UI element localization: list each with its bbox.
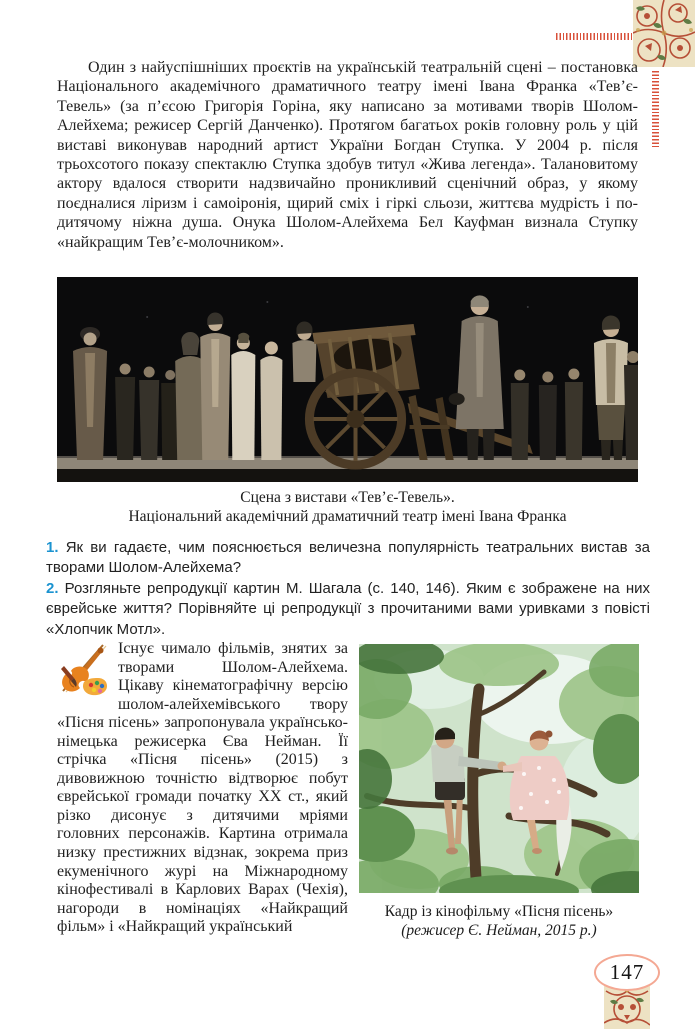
question-2-text: Розгляньте репродукції картин М. Шагала (с. 140, 146). Яким є зображене на них єврейське життя? Порівняйте ці репродукції з прочитаними вами уривками з повісті «Хлопчик Мотл». bbox=[46, 579, 650, 638]
film-still-photo bbox=[359, 644, 639, 893]
question-1 bbox=[46, 538, 650, 579]
dashed-divider-vertical bbox=[652, 71, 659, 147]
folk-ornament-top-icon bbox=[633, 0, 695, 67]
theater-photo bbox=[57, 277, 638, 482]
theater-caption-line1: Сцена з вистави «Тев’є-Тевель». bbox=[240, 489, 455, 506]
film-caption-line1: Кадр із кінофільму «Пісня пісень» bbox=[384, 903, 614, 920]
film-caption bbox=[359, 902, 639, 940]
questions-block bbox=[46, 538, 650, 640]
violin-palette-icon bbox=[57, 641, 109, 697]
film-paragraph-text: Існує чимало фільмів, знятих за творами Шолом-Алейхема. Цікаву кінематографічну версію шолом-алейхемівського твору «Пісня пісень» запропонувала українсько-німецька режисерка Єва Нейман. Її стрічка «Пісня пісень» (2015) з дивовижною точністю відтворює побут єврейської громади початку ХХ ст., який різко дисонує з дитячими мріями головних персонажів. Картина отримала низку престижних відзнак, зокрема приз екуменічного журі на Міжнародному кінофестивалі в Карлових Варах (Чехія), нагороди в номінаціях «Найкращий фільм» і «Найкращий український bbox=[57, 640, 348, 936]
theater-caption bbox=[57, 489, 638, 526]
question-1-text: Як ви гадаєте, чим пояснюється величезна популярність театральних вистав за творами Шолом-Алейхема? bbox=[46, 539, 651, 577]
question-2-number: 2. bbox=[46, 579, 59, 597]
page-number: 147 bbox=[609, 960, 645, 984]
theater-caption-line2: Національний академічний драматичний театр імені Івана Франка bbox=[128, 507, 567, 525]
folk-ornament-bottom-icon bbox=[604, 985, 650, 1029]
dashed-divider-horizontal bbox=[556, 33, 634, 40]
theater-figure bbox=[57, 277, 638, 526]
intro-paragraph: Один з найуспішніших проєктів на українській театральній сцені – постановка Національного академічного драматичного театру імені Івана Франка «Тев’є-Тевель» (за п’єсою Григорія Горіна, яку написано за мотивами творів Шолом-Алейхема; режисер Сергій Данченко). Протягом багатьох років головну роль у цій виставі виконував народний артист України Богдан Ступка. У 2004 р. після трьохсотого показу спектаклю Ступка здобув титул «Жива легенда». Талановитому актору вдалося створити надзвичайно проникливий сценічний образ, у якому поєдналися ліризм і самоіронія, щирий сміх і гіркі сльози, життєва мудрість і по-дитячому ніжна душа. Онука Шолом-Алейхема Бел Кауфман визнала Ступку «найкращим Тев’є-молочником». bbox=[57, 59, 638, 251]
page-number-badge bbox=[594, 954, 660, 991]
film-figure bbox=[359, 644, 639, 940]
question-1-number: 1. bbox=[46, 539, 59, 556]
film-caption-line2: (режисер Є. Нейман, 2015 р.) bbox=[401, 922, 597, 939]
question-2 bbox=[46, 579, 650, 640]
film-paragraph bbox=[57, 640, 348, 937]
